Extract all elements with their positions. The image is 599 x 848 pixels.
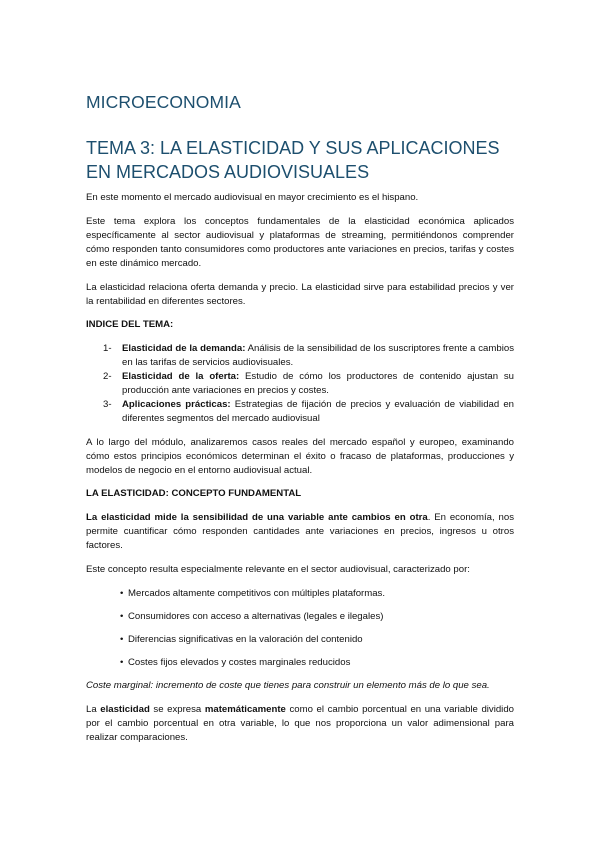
- list-item-text: Diferencias significativas en la valoración del contenido: [128, 634, 363, 645]
- elasticity-relation-paragraph: La elasticidad relaciona oferta demanda y precio. La elasticidad sirve para estabilidad precios y ver la rentabilidad en diferentes sectores.: [86, 282, 514, 307]
- bullet-icon: •: [120, 634, 124, 645]
- list-item-text: Consumidores con acceso a alternativas (legales e ilegales): [128, 611, 384, 622]
- sector-relevance-paragraph: Este concepto resulta especialmente relevante en el sector audiovisual, caracterizado por:: [86, 564, 470, 575]
- index-item-supply: [86, 370, 514, 398]
- course-title: MICROECONOMIA: [86, 92, 241, 112]
- list-item-text: Mercados altamente competitivos con múltiples plataformas.: [128, 588, 386, 599]
- index-text: Análisis de la sensibilidad de los suscriptores frente a cambios en las tarifas de servicios audiovisuales.: [122, 343, 514, 368]
- index-number: 3-: [103, 399, 112, 410]
- sector-characteristics-list: [86, 587, 514, 670]
- marginal-cost-note: Coste marginal: incremento de coste que tienes para construir un elemento más de lo que sea.: [86, 680, 490, 691]
- index-term: Elasticidad de la oferta:: [122, 371, 240, 382]
- index-number: 1-: [103, 343, 112, 354]
- list-item-text: Costes fijos elevados y costes marginales reducidos: [128, 657, 351, 668]
- index-number: 2-: [103, 371, 112, 382]
- concept-heading: LA ELASTICIDAD: CONCEPTO FUNDAMENTAL: [86, 488, 302, 499]
- index-item-demand: [86, 342, 514, 370]
- index-text: Estrategias de fijación de precios y evaluación de viabilidad en diferentes segmentos del mercado audiovisual: [122, 399, 514, 424]
- intro-paragraph: En este momento el mercado audiovisual en mayor crecimiento es el hispano.: [86, 192, 419, 203]
- index-text: Estudio de cómo los productores de contenido ajustan su producción ante variaciones en precios y costes.: [122, 371, 514, 396]
- topic-title: TEMA 3: LA ELASTICIDAD Y SUS APLICACIONES EN MERCADOS AUDIOVISUALES: [86, 138, 500, 182]
- topic-index-list: [86, 342, 514, 426]
- text-bold: matemáticamente: [204, 704, 286, 715]
- bullet-icon: •: [120, 588, 124, 599]
- math-expression-paragraph: [86, 703, 514, 745]
- list-item: [86, 610, 514, 624]
- definition-paragraph: [86, 511, 514, 553]
- bullet-icon: •: [120, 657, 124, 668]
- list-item: [86, 633, 514, 647]
- definition-rest: . En economía, nos permite cuantificar cómo responden cantidades ante variaciones en precios, ingresos u otros factores.: [86, 512, 514, 551]
- index-heading: INDICE DEL TEMA:: [86, 319, 174, 330]
- text-bold: elasticidad: [100, 704, 150, 715]
- list-item: [86, 656, 514, 670]
- text-run: se expresa: [149, 704, 205, 715]
- list-item: [86, 587, 514, 601]
- bullet-icon: •: [120, 611, 124, 622]
- text-run: como el cambio porcentual en una variable dividido por el cambio porcentual en otra variable, lo que nos proporciona un valor adimensional para realizar comparaciones.: [86, 704, 514, 743]
- index-item-applications: [86, 398, 514, 426]
- module-overview-paragraph: A lo largo del módulo, analizaremos casos reales del mercado español y europeo, examinando cómo estos principios económicos determinan el éxito o fracaso de plataformas, producciones y modelos de negocio en el entorno audiovisual actual.: [86, 437, 514, 476]
- text-run: La: [86, 704, 101, 715]
- index-term: Elasticidad de la demanda:: [122, 343, 246, 354]
- definition-bold: La elasticidad mide la sensibilidad de una variable ante cambios en otra: [86, 512, 428, 523]
- topic-description-paragraph: Este tema explora los conceptos fundamentales de la elasticidad económica aplicados específicamente al sector audiovisual y plataformas de streaming, permitiéndonos comprender cómo responden tanto consumidores como productores ante variaciones en precios, tarifas y costes en este dinámico mercado.: [86, 216, 514, 269]
- index-term: Aplicaciones prácticas:: [122, 399, 231, 410]
